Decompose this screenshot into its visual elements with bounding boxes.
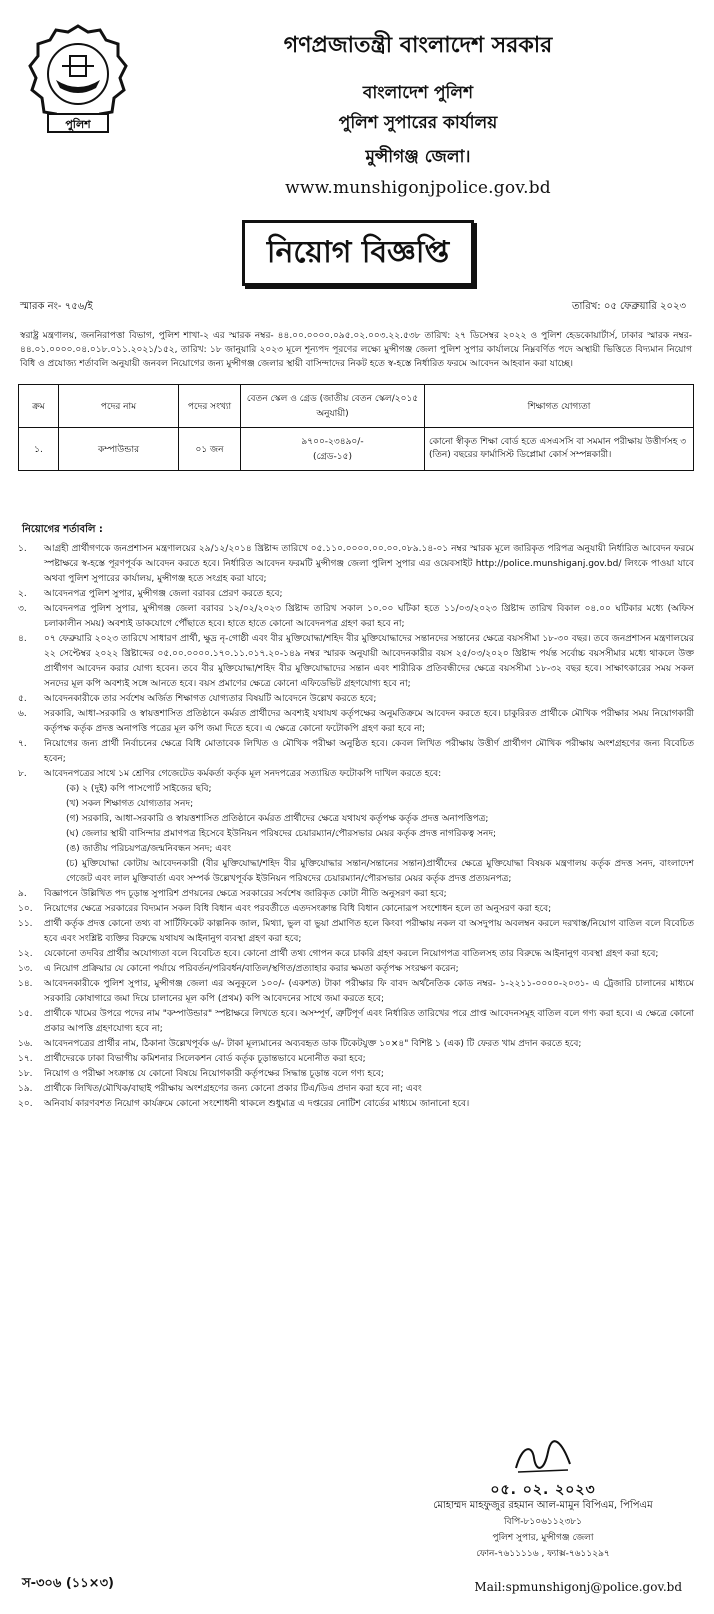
- term-text: নিয়োগের ক্ষেত্রে সরকারের বিদ্যমান সকল বিধি বিধান এবং পরবর্তীতে এতদসংক্রান্ত বিধি বিধান কোনোরূপ সংশোধন হলে তা অনুসরণ করা হবে;: [44, 904, 552, 914]
- term-number: ১৮.: [18, 1069, 33, 1079]
- term-item: [18, 692, 694, 707]
- contact-email[interactable]: Mail:spmunshigonj@police.gov.bd: [474, 1580, 682, 1594]
- cell-count: ০১ জন: [179, 428, 241, 471]
- term-number: ৫.: [18, 694, 27, 704]
- term-text: যেকোনো তদবির প্রার্থীর অযোগ্যতা বলে বিবেচিত হবে। কোনো প্রার্থী তথ্য গোপন করে চাকরি গ্রহণ করলে নিয়োগপত্র বাতিলসহ তার বিরুদ্ধে আইনানুগ ব্যবস্থা গ্রহণ করা হবে;: [44, 949, 659, 959]
- term-number: ৮.: [18, 769, 27, 779]
- term-item: [18, 707, 694, 737]
- term-item: [18, 632, 694, 692]
- term-number: ৪.: [18, 634, 27, 644]
- term-text: সরকারি, আধা-সরকারি ও স্বায়ত্তশাসিত প্রতিষ্ঠানে কর্মরত প্রার্থীদের অবশ্যই যথাযথ কর্তৃপক্ষের অনুমতিক্রমে আবেদন করতে হবে। চাকুরিরত প্রার্থীকে মৌখিক পরীক্ষার সময় নিয়োগকারী কর্তৃপক্ষ কর্তৃক প্রদত্ত অনাপত্তি পত্রের মূল কপি জমা দিতে হবে। এ ক্ষেত্রে কোনো ফটোকপি গ্রহণ করা হবে না;: [44, 709, 694, 734]
- term-number: ১১.: [18, 919, 33, 929]
- memo-number: স্মারক নং- ৭৫৬/ই: [20, 301, 93, 312]
- terms-list: [18, 542, 694, 1112]
- term-number: ৩.: [18, 604, 27, 614]
- term-subitem: (খ) সকল শিক্ষাগত যোগ্যতার সনদ;: [66, 799, 194, 809]
- cell-scale-grade: (গ্রেড-১৫): [313, 452, 352, 462]
- term-item: [18, 1052, 694, 1067]
- signature-block: [388, 1438, 698, 1562]
- term-subitem: (ক) ২ (দুই) কপি পাসপোর্ট সাইজের ছবি;: [66, 784, 212, 794]
- term-text: আবেদনপত্রের প্রার্থীর নাম, ঠিকানা উল্লেখপূর্বক ৬/- টাকা মূল্যমানের অব্যবহৃত ডাক টিকেটযুক্ত ১০×৪" বিশিষ্ট ১ (এক) টি ফেরত খাম প্রদান করতে হবে;: [44, 1039, 582, 1049]
- term-text: নিয়োগের জন্য প্রার্থী নির্বাচনের ক্ষেত্রে বিধি মোতাবেক লিখিত ও মৌখিক পরীক্ষা অনুষ্ঠিত হবে। কেবল লিখিত পরীক্ষায় উত্তীর্ণ প্রার্থীগণ মৌখিক পরীক্ষায় অংশগ্রহণের জন্য বিবেচিত হবেন;: [44, 739, 694, 764]
- signatory-designation: পুলিশ সুপার, মুন্সীগঞ্জ জেলা: [492, 1533, 594, 1543]
- memo-date: তারিখ: ০৫ ফেব্রুয়ারি ২০২৩: [571, 301, 686, 312]
- term-number: ১৬.: [18, 1039, 33, 1049]
- term-number: ১৫.: [18, 1009, 33, 1019]
- police-title: বাংলাদেশ পুলিশ: [362, 83, 474, 103]
- term-text: আবেদনকারীকে তার সর্বশেষ অর্জিত শিক্ষাগত যোগ্যতার বিষয়টি আবেদনে উল্লেখ করতে হবে;: [44, 694, 377, 704]
- term-text: প্রার্থী কর্তৃক প্রদত্ত কোনো তথ্য বা সার্টিফিকেট কাল্পনিক জাল, মিথ্যা, ভুল বা ভুয়া প্রমাণিত হলে কিংবা পরীক্ষায় নকল বা অসদুপায় অবলম্বন করলে দরখাস্ত/নিয়োগ বাতিল বলে বিবেচিত হবে এবং সংশ্লিষ্ট ব্যক্তির বিরুদ্ধে যথাযথ আইনানুগ ব্যবস্থা গ্রহণ করা হবে;: [44, 919, 694, 944]
- emblem-label: পুলিশ: [65, 118, 91, 131]
- term-item: [18, 587, 694, 602]
- term-item: [18, 1037, 694, 1052]
- term-item: [18, 1082, 694, 1097]
- term-number: ২০.: [18, 1099, 33, 1109]
- term-item: [18, 977, 694, 1007]
- col-header-post: পদের নাম: [59, 385, 179, 428]
- district-title: মুন্সীগঞ্জ জেলা।: [365, 147, 471, 167]
- term-text: প্রার্থীদেরকে ঢাকা বিভাগীয় কমিশনার সিলেকশন বোর্ড কর্তৃক চূড়ান্তভাবে মনোনীত করা হবে;: [44, 1054, 366, 1064]
- posts-table: [18, 384, 694, 471]
- term-item: [18, 602, 694, 632]
- signatory-bp: বিপি-৮১০৬১১২৩৮১: [504, 1517, 582, 1527]
- signature-date: ০৫. ০২. ২০২৩: [490, 1482, 596, 1498]
- term-number: ৭.: [18, 739, 27, 749]
- cell-scale: [241, 428, 425, 471]
- col-header-sl: ক্রম: [19, 385, 59, 428]
- col-header-count: পদের সংখ্যা: [179, 385, 241, 428]
- term-text: আগ্রহী প্রার্থীগণকে জনপ্রশাসন মন্ত্রণালয়ের ২৯/১২/২০১৪ খ্রিষ্টাব্দ তারিখে ০৫.১১০.০০০০.০০.০০.০৮৯.১৪-০১ নম্বর স্মারক মূলে জারিকৃত পরিপত্র অনুযায়ী নির্ধারিত আবেদন ফরমে স্পষ্টাক্ষরে স্ব-হস্তে পূরণপূর্বক আবেদন করতে হবে। নির্ধারিত আবেদন ফরমটি মুন্সীগঞ্জ জেলা পুলিশ সুপার এর ওয়েবসাইট http://police.munshiganj.gov.bd/ লিংকে পাওয়া যাবে অথবা পুলিশ সুপারের কার্যালয়, মুন্সীগঞ্জ হতে সংগ্রহ করা যাবে;: [44, 544, 694, 584]
- term-item: [18, 737, 694, 767]
- term-number: ১.: [18, 544, 27, 554]
- notice-title: নিয়োগ বিজ্ঞপ্তি: [242, 220, 474, 286]
- term-item: [18, 887, 694, 902]
- col-header-scale: বেতন স্কেল ও গ্রেড (জাতীয় বেতন স্কেল/২০১৫ অনুযায়ী): [241, 385, 425, 428]
- term-number: ১৩.: [18, 964, 33, 974]
- table-header-row: [19, 385, 694, 428]
- table-row: [19, 428, 694, 471]
- term-item: [18, 1067, 694, 1082]
- cell-sl: ১.: [19, 428, 59, 471]
- term-text: প্রার্থীকে খামের উপরে পদের নাম "কম্পাউন্ডার" স্পষ্টাক্ষরে লিখতে হবে। অসম্পূর্ণ, ত্রুটিপূর্ণ এবং নির্ধারিত তারিখের পরে প্রাপ্ত আবেদনসমূহ বাতিল বলে গণ্য করা হবে। এ ক্ষেত্রে কোনো প্রকার আপত্তি গ্রহণযোগ্য হবে না;: [44, 1009, 694, 1034]
- term-text: অনিবার্য কারণবশত নিয়োগ কার্যক্রমে কোনো সংশোধনী থাকলে শুধুমাত্র এ দপ্তরের নোটিশ বোর্ডের মাধ্যমে জানানো হবে।: [44, 1099, 470, 1109]
- term-subitem: (চ) মুক্তিযোদ্ধা কোটায় আবেদনকারী (বীর মুক্তিযোদ্ধা/শহিদ বীর মুক্তিযোদ্ধার সন্তান/সন্তানের সন্তান)প্রার্থীদের ক্ষেত্রে মুক্তিযোদ্ধা বিষয়ক মন্ত্রণালয় কর্তৃক প্রদত্ত সনদ, বাংলাদেশ গেজেট এবং লাল মুক্তিবার্তা এবং সম্পর্ক উল্লেখপূর্বক ইউনিয়ন পরিষদের চেয়ারম্যান/পৌরসভার মেয়র কর্তৃক প্রদত্ত প্রত্যয়নপত্র;: [66, 859, 694, 884]
- term-item: [18, 542, 694, 587]
- term-number: ১০.: [18, 904, 33, 914]
- term-text: এ নিয়োগ প্রক্রিয়ার যে কোনো পর্যায়ে পরিবর্তন/পরিবর্ধন/বাতিল/স্থগিত/প্রত্যাহার করার ক্ষমতা কর্তৃপক্ষ সংরক্ষণ করেন;: [44, 964, 459, 974]
- col-header-qualification: শিক্ষাগত যোগ্যতা: [425, 385, 694, 428]
- term-item: [18, 1097, 694, 1112]
- term-item: [18, 962, 694, 977]
- term-number: ১৯.: [18, 1084, 33, 1094]
- term-text: প্রার্থীকে লিখিত/মৌখিক/বাছাই পরীক্ষায় অংশগ্রহণের জন্য কোনো প্রকার টিএ/ডিএ প্রদান করা হবে না; এবং: [44, 1084, 422, 1094]
- term-number: ৯.: [18, 889, 27, 899]
- terms-title: নিয়োগের শর্তাবলি :: [22, 524, 103, 535]
- term-item: [18, 1007, 694, 1037]
- website-link[interactable]: www.munshigonjpolice.gov.bd: [285, 178, 551, 198]
- term-number: ২.: [18, 589, 27, 599]
- term-number: ৬.: [18, 709, 27, 719]
- cell-post: কম্পাউন্ডার: [59, 428, 179, 471]
- office-title: পুলিশ সুপারের কার্যালয়: [338, 113, 498, 133]
- term-text: আবেদনপত্রের সাথে ১ম শ্রেণির গেজেটেড কর্মকর্তা কর্তৃক মূল সনদপত্রের সত্যায়িত ফটোকপি দাখিল করতে হবে:: [44, 769, 442, 779]
- term-text: বিজ্ঞাপনে উল্লিখিত পদ চূড়ান্ত সুপারিশ প্রণয়নের ক্ষেত্রে সরকারের সর্বশেষ জারিকৃত কোটা নীতি অনুসরণ করা হবে;: [44, 889, 447, 899]
- signatory-name: মোহাম্মদ মাহফুজুর রহমান আল-মামুন বিপিএম, পিপিএম: [433, 1500, 653, 1511]
- signature-mark-icon: [508, 1438, 578, 1478]
- police-emblem-icon: [26, 22, 130, 140]
- term-text: নিয়োগ ও পরীক্ষা সংক্রান্ত যে কোনো বিষয়ে নিয়োগকারী কর্তৃপক্ষের সিদ্ধান্ত চূড়ান্ত বলে গণ্য হবে;: [44, 1069, 384, 1079]
- term-number: ১২.: [18, 949, 33, 959]
- term-text: আবেদনপত্র পুলিশ সুপার, মুন্সীগঞ্জ জেলা বরাবর প্রেরণ করতে হবে;: [44, 589, 283, 599]
- signatory-phone: ফোন-৭৬১১১১৬ , ফ্যাক্স-৭৬১১২৯৭: [476, 1549, 610, 1559]
- term-text: ০৭ ফেব্রুয়ারি ২০২৩ তারিখে সাধারণ প্রার্থী, ক্ষুদ্র নৃ-গোষ্ঠী এবং বীর মুক্তিযোদ্ধা/শহিদ বীর মুক্তিযোদ্ধাদের সন্তানদের সন্তানের ক্ষেত্রে বয়সসীমা ১৮-৩০ বছর। তবে জনপ্রশাসন মন্ত্রণালয়ের ২২ সেপ্টেম্বর ২০২২ খ্রিষ্টাব্দের ০৫.০০.০০০০.১৭০.১১.০১৭.২০-১৪৯ নম্বর স্মারক অনুযায়ী আবেদনকারীর বয়স ২৫/০৩/২০২০ খ্রিষ্টাব্দ পর্যন্ত সর্বোচ্চ বয়সসীমার মধ্যে থাকলে উক্ত প্রার্থীগণ আবেদন করার যোগ্য হবেন। তবে বীর মুক্তিযোদ্ধা/শহিদ বীর মুক্তিযোদ্ধাদের সন্তান এবং শারীরিক প্রতিবন্ধীদের ক্ষেত্রে বয়সসীমা ১৮-৩২ বছর হবে। সাক্ষাৎকারের সময় সকল সনদের মূল কপি অবশ্যই সঙ্গে আনতে হবে। বয়স প্রমাণের ক্ষেত্রে কোনো এফিডেভিট গ্রহণযোগ্য হবে না;: [44, 634, 694, 689]
- term-subitem: (ঙ) জাতীয় পরিচয়পত্র/জন্মনিবন্ধন সনদ; এবং: [66, 844, 232, 854]
- term-number: ১৭.: [18, 1054, 33, 1064]
- term-number: ১৪.: [18, 979, 33, 989]
- term-item: [18, 917, 694, 947]
- term-item: [18, 767, 694, 887]
- govt-title: গণপ্রজাতন্ত্রী বাংলাদেশ সরকার: [283, 33, 553, 58]
- term-subitem: (গ) সরকারি, আধা-সরকারি ও স্বায়ত্তশাসিত প্রতিষ্ঠানে কর্মরত প্রার্থীদের ক্ষেত্রে যথাযথ কর্তৃপক্ষ কর্তৃক প্রদত্ত অনাপত্তিপত্র;: [66, 814, 489, 824]
- cell-scale-amount: ৯৭০০-২৩৪৯০/-: [301, 437, 364, 447]
- term-text: আবেদনপত্র পুলিশ সুপার, মুন্সীগঞ্জ জেলা বরাবর ১২/০২/২০২৩ খ্রিষ্টাব্দ তারিখ সকাল ১০.০০ ঘটিকা হতে ১১/০৩/২০২৩ খ্রিষ্টাব্দ তারিখ বিকাল ০৪.০০ ঘটিকার মধ্যে (অফিস চলাকালীন সময়) অবশ্যই ডাকযোগে পৌঁছাতে হবে। হাতে হাতে কোনো আবেদনপত্র গ্রহণ করা হবে না;: [44, 604, 694, 629]
- notice-page: [8, 6, 706, 1606]
- term-subitem: (ঘ) জেলার স্থায়ী বাসিন্দার প্রমাণপত্র হিসেবে ইউনিয়ন পরিষদের চেয়ারম্যান/পৌরসভার মেয়র কর্তৃক প্রদত্ত নাগরিকত্ব সনদ;: [66, 829, 497, 839]
- cell-qualification: কোনো স্বীকৃত শিক্ষা বোর্ড হতে এসএসসি বা সমমান পরীক্ষায় উত্তীর্ণসহ ৩ (তিন) বছরের ফার্মাসিস্ট ডিপ্লোমা কোর্স সম্পন্নকারী।: [425, 428, 694, 471]
- term-text: আবেদনকারীকে পুলিশ সুপার, মুন্সীগঞ্জ জেলা এর অনুকূলে ১০০/- (একশত) টাকা পরীক্ষার ফি বাবদ অর্থনৈতিক কোড নম্বর- ১-২২১১-০০০০-২০৩১- এ ট্রেজারি চালানের মাধ্যমে সরকারি কোষাগারে জমা দিয়ে চালানের মূল কপি (প্রথম) কপি আবেদনের সাথে জমা করতে হবে;: [44, 979, 694, 1004]
- footer-code: স-৩০৬ (১১×৩): [22, 1576, 114, 1591]
- term-item: [18, 947, 694, 962]
- intro-paragraph: স্বরাষ্ট্র মন্ত্রণালয়, জননিরাপত্তা বিভাগ, পুলিশ শাখা-২ এর স্মারক নম্বর- ৪৪.০০.০০০০.০৯৫.০২.০০৩.২২.৫৩৮ তারিখ: ২৭ ডিসেম্বর ২০২২ ও পুলিশ হেডকোয়ার্টার্স, ঢাকার স্মারক নম্বর- ৪৪.০১.০০০০.০৪.০১৮.০১১.২০২১/১৫২, তারিখ: ১৮ জানুয়ারি ২০২৩ মূলে শূন্যপদ পূরণের লক্ষ্যে মুন্সীগঞ্জ জেলা পুলিশ সুপার কার্যালয়ে নিম্নবর্ণিত পদে অস্থায়ী ভিত্তিতে বিদ্যমান নিয়োগ বিধি ও প্রযোজ্য শর্তাবলি অনুযায়ী জনবল নিয়োগের জন্য মুন্সীগঞ্জ জেলার স্থায়ী বাসিন্দাদের নিকট হতে স্ব-হস্তে নির্ধারিত ফরমে আবেদন আহবান করা যাচ্ছে।: [20, 331, 692, 369]
- term-item: [18, 902, 694, 917]
